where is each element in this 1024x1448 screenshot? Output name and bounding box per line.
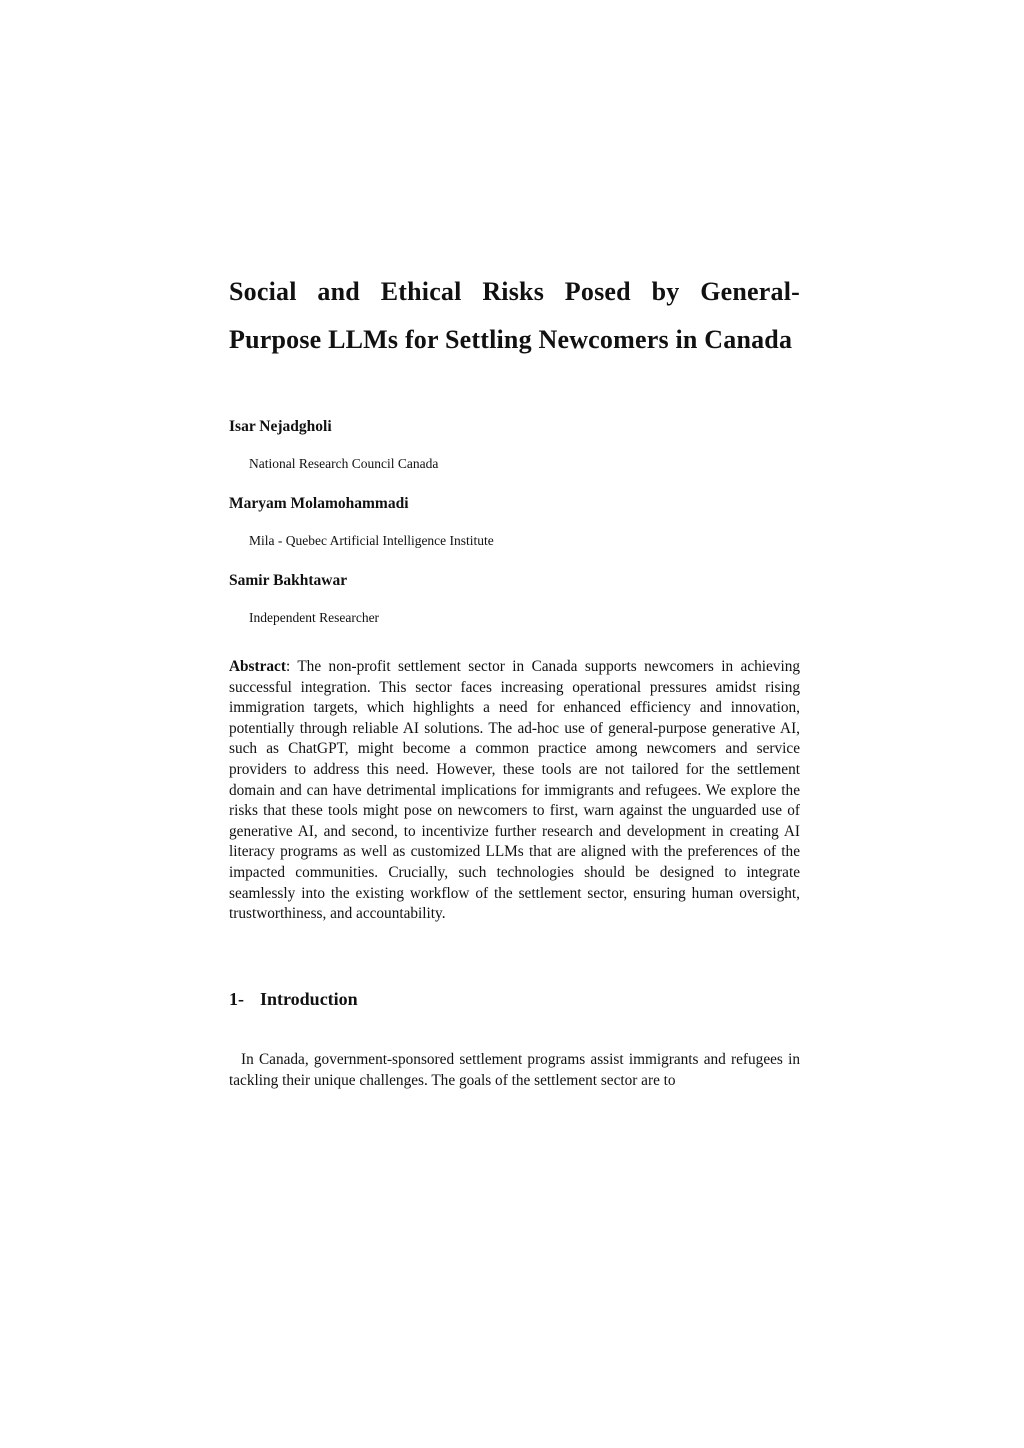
- paper-title: Social and Ethical Risks Posed by General-Purpose LLMs for Settling Newcomers in Canada: [229, 277, 800, 354]
- section-number: 1-: [229, 988, 244, 1009]
- abstract-label: Abstract: [229, 658, 286, 675]
- intro-paragraph: In Canada, government-sponsored settlement programs assist immigrants and refugees in tackling their unique challenges. The goals of the settlement sector are to: [229, 1050, 800, 1089]
- section-title: Introduction: [260, 988, 358, 1009]
- author-affiliation: Independent Researcher: [249, 610, 380, 625]
- paper-page: [229, 268, 800, 1106]
- author-entry: [229, 493, 800, 550]
- author-name: Samir Bakhtawar: [229, 572, 348, 589]
- abstract-text: : The non-profit settlement sector in Canada supports newcomers in achieving successful integration. This sector faces increasing operational pressures amidst rising immigration targets, which highlights a need for enhanced efficiency and innovation, potentially through reliable AI solutions. The ad-hoc use of general-purpose generative AI, such as ChatGPT, might become a common practice among newcomers and service providers to address this need. However, these tools are not tailored for the settlement domain and can have detrimental implications for immigrants and refugees. We explore the risks that these tools might pose on newcomers to first, warn against the unguarded use of generative AI, and second, to incentivize further research and development in creating AI literacy programs as well as customized LLMs that are aligned with the preferences of the impacted communities. Crucially, such technologies should be designed to integrate seamlessly into the existing workflow of the settlement sector, ensuring human oversight, trustworthiness, and accountability.: [229, 658, 800, 923]
- abstract: [229, 657, 800, 925]
- author-entry: [229, 416, 800, 473]
- section-heading: [229, 987, 800, 1011]
- author-affiliation: National Research Council Canada: [249, 456, 439, 471]
- author-entry: [229, 570, 800, 627]
- author-list: [229, 416, 800, 627]
- author-name: Isar Nejadgholi: [229, 418, 332, 435]
- author-name: Maryam Molamohammadi: [229, 495, 409, 512]
- author-affiliation: Mila - Quebec Artificial Intelligence Institute: [249, 533, 494, 548]
